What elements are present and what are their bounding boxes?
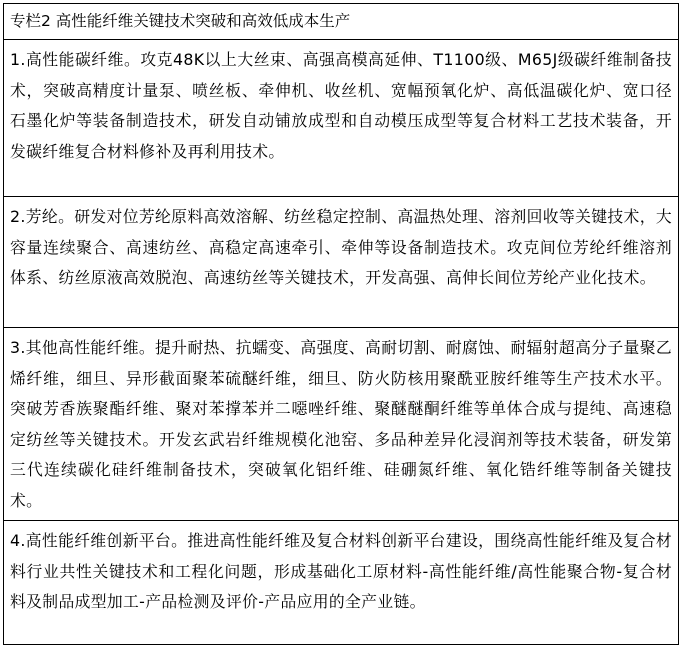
column-box <box>3 3 679 645</box>
column-title: 专栏2 高性能纤维关键技术突破和高效低成本生产 <box>10 12 351 30</box>
section-text: 4.高性能纤维创新平台。推进高性能纤维及复合材料创新平台建设，围绕高性能纤维及复合材料行业共性关键技术和工程化问题，形成基础化工原材料-高性能纤维/高性能聚合物-复合材料及制品成型加工-产品检测及评价-产品应用的全产业链。 <box>10 531 672 611</box>
section-row-carbon-fiber <box>4 39 678 196</box>
section-row-innovation-platform <box>4 520 678 644</box>
section-row-other-fibers <box>4 327 678 520</box>
section-text: 1.高性能碳纤维。攻克48K以上大丝束、高强高模高延伸、T1100级、M65J级碳纤维制备技术，突破高精度计量泵、喷丝板、牵伸机、收丝机、宽幅预氧化炉、高低温碳化炉、宽口径石墨化炉等装备制造技术，研发自动铺放成型和自动模压成型等复合材料工艺技术装备，开发碳纤维复合材料修补及再利用技术。 <box>10 50 672 161</box>
column-title-row <box>4 4 678 39</box>
section-row-aramid <box>4 196 678 327</box>
section-text: 2.芳纶。研发对位芳纶原料高效溶解、纺丝稳定控制、高温热处理、溶剂回收等关键技术，大容量连续聚合、高速纺丝、高稳定高速牵引、牵伸等设备制造技术。攻克间位芳纶纤维溶剂体系、纺丝原液高效脱泡、高速纺丝等关键技术，开发高强、高伸长间位芳纶产业化技术。 <box>10 207 672 287</box>
section-text: 3.其他高性能纤维。提升耐热、抗蠕变、高强度、高耐切割、耐腐蚀、耐辐射超高分子量聚乙烯纤维，细旦、异形截面聚苯硫醚纤维，细旦、防火防核用聚酰亚胺纤维等生产技术水平。突破芳香族聚酯纤维、聚对苯撑苯并二噁唑纤维、聚醚醚酮纤维等单体合成与提纯、高速稳定纺丝等关键技术。开发玄武岩纤维规模化池窑、多品种差异化浸润剂等技术装备，研发第三代连续碳化硅纤维制备技术，突破氧化铝纤维、硅硼氮纤维、氧化锆纤维等制备关键技术。 <box>10 338 672 510</box>
